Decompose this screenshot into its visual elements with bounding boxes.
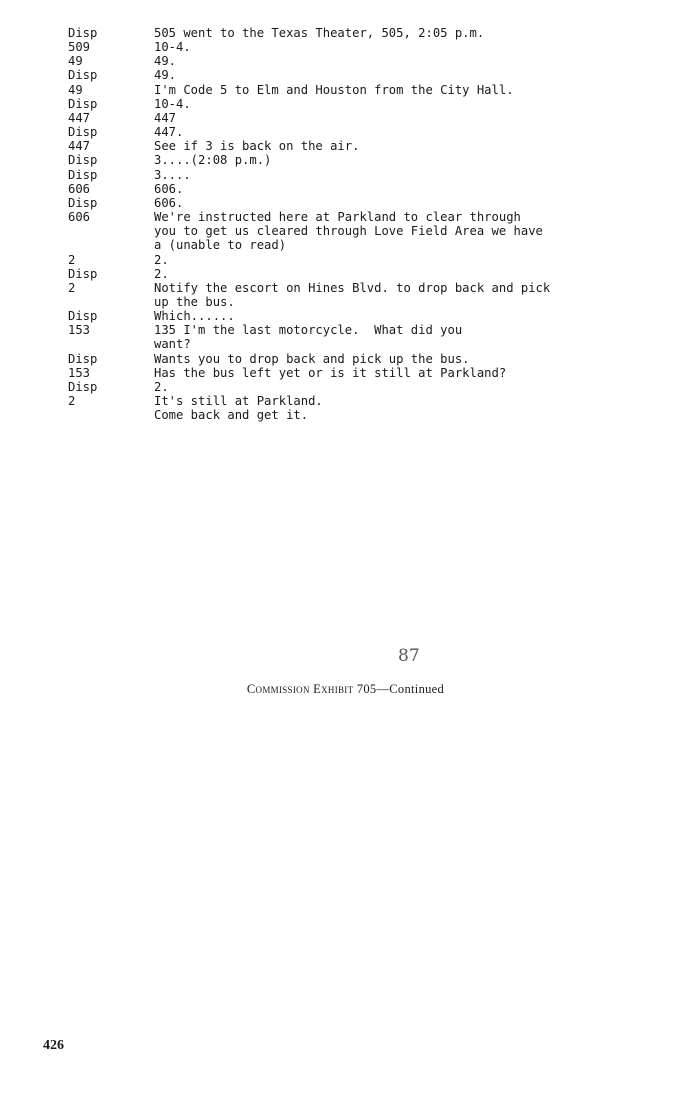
speaker-label: 606 <box>68 210 91 225</box>
transcript-row <box>68 394 628 408</box>
speaker-label: 153 <box>68 365 91 380</box>
speaker-label: 509 <box>68 40 91 55</box>
transcript-row <box>68 97 628 111</box>
exhibit-caption <box>0 682 691 697</box>
transmission-text: 606. <box>154 181 184 196</box>
speaker-label: 153 <box>68 323 91 338</box>
speaker-label: 2 <box>68 252 76 267</box>
transcript-row <box>68 83 628 97</box>
transcript-row <box>68 352 628 366</box>
transmission-text: 49. <box>154 54 177 69</box>
transmission-text: See if 3 is back on the air. <box>154 139 360 154</box>
transcript-row <box>68 26 628 40</box>
transmission-text: Come back and get it. <box>154 408 309 423</box>
transmission-text: I'm Code 5 to Elm and Houston from the City Hall. <box>154 82 514 97</box>
transcript-row <box>68 380 628 394</box>
transcript-row <box>68 309 628 323</box>
speaker-label: 2 <box>68 280 76 295</box>
transcript-row <box>68 196 628 210</box>
speaker-label: Disp <box>68 266 98 281</box>
speaker-label: 49 <box>68 54 83 69</box>
transmission-text: 135 I'm the last motorcycle. What did you want? <box>154 323 463 352</box>
speaker-label: Disp <box>68 125 98 140</box>
transcript-row <box>68 253 628 267</box>
transcript-row <box>68 281 628 309</box>
transmission-text: 2. <box>154 252 169 267</box>
transmission-text: 2. <box>154 379 169 394</box>
transmission-text: 2. <box>154 266 169 281</box>
handwritten-page-mark: 87 <box>398 646 420 666</box>
transcript-row <box>68 182 628 196</box>
transmission-text: 3....(2:08 p.m.) <box>154 153 272 168</box>
speaker-label: Disp <box>68 153 98 168</box>
transmission-text: 3.... <box>154 167 191 182</box>
transcript-row <box>68 408 628 422</box>
transmission-text: 505 went to the Texas Theater, 505, 2:05 p.m. <box>154 26 485 40</box>
speaker-label: Disp <box>68 195 98 210</box>
speaker-label: Disp <box>68 26 98 40</box>
transcript-row <box>68 323 628 351</box>
transcript-row <box>68 111 628 125</box>
transmission-text: It's still at Parkland. <box>154 394 323 409</box>
speaker-label: Disp <box>68 96 98 111</box>
transcript-row <box>68 54 628 68</box>
speaker-label: Disp <box>68 351 98 366</box>
exhibit-caption-suffix: —Continued <box>376 682 445 696</box>
transcript-row <box>68 366 628 380</box>
speaker-label: 447 <box>68 139 91 154</box>
transmission-text: 447 <box>154 110 177 125</box>
transcript-row <box>68 168 628 182</box>
exhibit-caption-title: Commission Exhibit 705 <box>246 682 377 696</box>
speaker-label: 606 <box>68 181 91 196</box>
transmission-text: 10-4. <box>154 96 191 111</box>
transcript-row <box>68 267 628 281</box>
speaker-label: Disp <box>68 167 98 182</box>
transmission-text: We're instructed here at Parkland to clear through you to get us cleared through Love Field Area we have a (unable to read) <box>154 210 543 253</box>
transmission-text: 10-4. <box>154 40 191 55</box>
transcript-row <box>68 210 628 252</box>
radio-transcript <box>68 26 628 422</box>
transmission-text: Wants you to drop back and pick up the bus. <box>154 351 470 366</box>
transcript-row <box>68 125 628 139</box>
speaker-label: 2 <box>68 394 76 409</box>
speaker-label: Disp <box>68 309 98 324</box>
speaker-label: Disp <box>68 68 98 83</box>
transmission-text: Notify the escort on Hines Blvd. to drop back and pick up the bus. <box>154 280 551 309</box>
transcript-row <box>68 139 628 153</box>
transmission-text: Which...... <box>154 309 235 324</box>
transcript-row <box>68 40 628 54</box>
speaker-label: Disp <box>68 379 98 394</box>
transmission-text: 49. <box>154 68 177 83</box>
transmission-text: Has the bus left yet or is it still at Parkland? <box>154 365 507 380</box>
transcript-row <box>68 153 628 167</box>
transcript-row <box>68 68 628 82</box>
transmission-text: 447. <box>154 125 184 140</box>
speaker-label: 49 <box>68 82 83 97</box>
speaker-label: 447 <box>68 110 91 125</box>
transmission-text: 606. <box>154 195 184 210</box>
page-number: 426 <box>43 1038 64 1053</box>
